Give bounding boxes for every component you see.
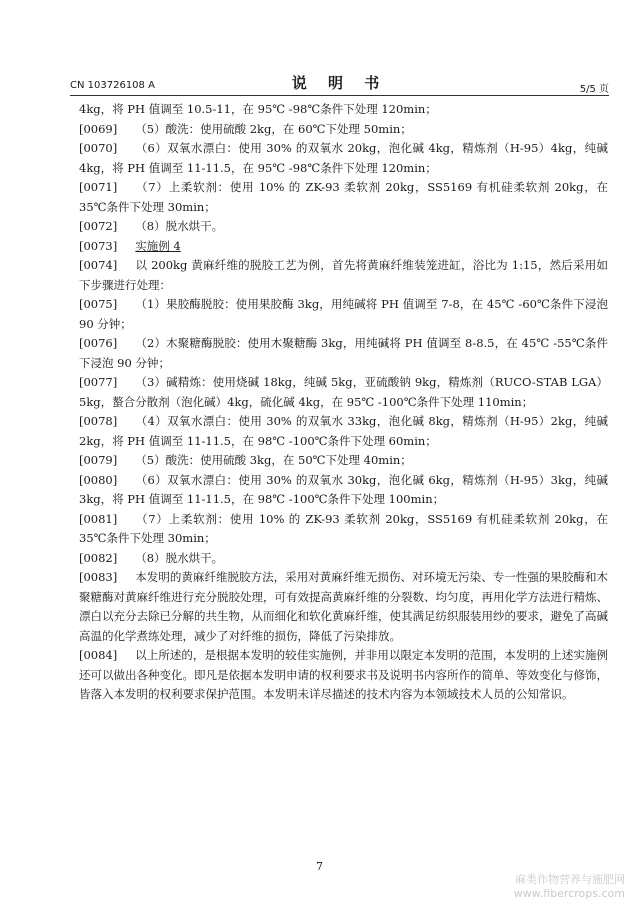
paragraph-number: [0083] — [79, 570, 118, 584]
paragraph-text: （6）双氧水漂白：使用 30% 的双氧水 20kg，泡化碱 4kg，精炼剂（H-95）4kg，纯碱 4kg，将 PH 值调至 11-11.5，在 95℃ -98℃条件下处理 120min； — [79, 141, 608, 175]
paragraph-text: （5）酸洗：使用硫酸 2kg，在 60℃下处理 50min； — [135, 121, 412, 136]
paragraph-text: （6）双氧水漂白：使用 30% 的双氧水 30kg，泡化碱 6kg，精炼剂（H-95）3kg，纯碱 3kg，将 PH 值调至 11-11.5，在 98℃ -100℃条件下处理 100min； — [79, 472, 608, 506]
paragraph-number: [0079] — [79, 453, 118, 467]
paragraph — [79, 120, 608, 140]
paragraph-number: [0084] — [79, 648, 118, 662]
paragraph — [79, 334, 608, 373]
paragraph — [79, 451, 608, 471]
paragraph-text: （2）木聚糖酶脱胶：使用木聚糖酶 3kg，用纯碱将 PH 值调至 8-8.5，在 45℃ -55℃条件下浸泡 90 分钟； — [79, 336, 608, 370]
document-body — [79, 100, 608, 705]
paragraph — [79, 256, 608, 295]
paragraph-text: （5）酸洗：使用硫酸 3kg，在 50℃下处理 40min； — [135, 453, 412, 467]
paragraph-text: 以 200kg 黄麻纤维的脱胶工艺为例，首先将黄麻纤维装笼进缸，浴比为 1:15，然后采用如下步骤进行处理： — [79, 258, 608, 292]
paragraph-number: [0070] — [79, 141, 118, 155]
paragraph-text: （7）上柔软剂：使用 10% 的 ZK-93 柔软剂 20kg，SS5169 有机硅柔软剂 20kg，在 35℃条件下处理 30min； — [79, 511, 608, 545]
paragraph-text: （7）上柔软剂：使用 10% 的 ZK-93 柔软剂 20kg，SS5169 有机硅柔软剂 20kg，在 35℃条件下处理 30min； — [79, 180, 608, 214]
paragraph — [79, 217, 608, 237]
paragraph-text: （1）果胶酶脱胶：使用果胶酶 3kg，用纯碱将 PH 值调至 7-8，在 45℃ -60℃条件下浸泡 90 分钟； — [79, 297, 608, 331]
paragraph — [79, 646, 608, 705]
doc-number: CN 103726108 A — [70, 80, 155, 91]
paragraph — [79, 295, 608, 334]
paragraph-number: [0075] — [79, 297, 118, 311]
paragraph-number: [0082] — [79, 550, 118, 565]
paragraph — [79, 139, 608, 178]
paragraph-text: （8）脱水烘干。 — [135, 550, 224, 565]
paragraph-number: [0069] — [79, 121, 118, 136]
paragraph — [79, 568, 608, 646]
page-number: 7 — [316, 860, 323, 873]
paragraph-text: 4kg，将 PH 值调至 10.5-11，在 95℃ -98℃条件下处理 120min； — [79, 102, 437, 116]
paragraph — [79, 178, 608, 217]
paragraph-number: [0071] — [79, 180, 118, 194]
paragraph-number: [0072] — [79, 219, 118, 233]
paragraph — [79, 373, 608, 412]
paragraph-number: [0073] — [79, 238, 118, 253]
paragraph-number: [0076] — [79, 336, 118, 350]
paragraph-text: （3）碱精炼：使用烧碱 18kg，纯碱 5kg，亚硫酸钠 9kg，精炼剂（RUCO-STAB LGA）5kg，螯合分散剂（泡化碱）4kg，硫化碱 4kg，在 95℃ -100℃条件下处理 110min； — [79, 375, 608, 409]
header-divider — [70, 95, 609, 96]
paragraph — [79, 471, 608, 510]
paragraph-text: （8）脱水烘干。 — [135, 219, 224, 233]
paragraph-number: [0080] — [79, 472, 118, 487]
paragraph-number: [0077] — [79, 375, 118, 389]
paragraph-number: [0074] — [79, 258, 118, 272]
paragraph-text: 本发明的黄麻纤维脱胶方法，采用对黄麻纤维无损伤、对环境无污染、专一性强的果胶酶和木聚糖酶对黄麻纤维进行充分脱胶处理，可有效提高黄麻纤维的分裂数、均匀度，再用化学方法进行精炼、漂白以充分去除已分解的共生物，从而细化和软化黄麻纤维，使其满足纺织服装用纱的要求，避免了高碱高温的化学煮练处理，减少了对纤维的损伤，降低了污染排放。 — [79, 570, 608, 643]
paragraph-number: [0081] — [79, 511, 118, 526]
paragraph-text: （4）双氧水漂白：使用 30% 的双氧水 33kg，泡化碱 8kg，精炼剂（H-95）2kg，纯碱 2kg，将 PH 值调至 11-11.5，在 98℃ -100℃条件下处理 60min； — [79, 414, 608, 448]
paragraph-text: 以上所述的，是根据本发明的较佳实施例，并非用以限定本发明的范围，本发明的上述实施例还可以做出各种变化。即凡是依据本发明申请的权利要求书及说明书内容所作的简单、等效变化与修饰，皆落入本发明的权利要求保护范围。本发明未详尽描述的技术内容为本领域技术人员的公知常识。 — [79, 648, 608, 701]
paragraph — [79, 237, 608, 257]
page-indicator: 5/5 页 — [579, 84, 609, 95]
page-title: 说 明 书 — [291, 74, 388, 92]
watermark — [514, 873, 625, 901]
paragraph — [79, 510, 608, 549]
document-header — [70, 72, 609, 94]
watermark-url: www.fibercrops.com — [513, 887, 625, 900]
paragraph — [79, 100, 608, 120]
watermark-site-name: 麻类作物营养与施肥网 — [515, 873, 625, 886]
paragraph — [79, 412, 608, 451]
paragraph — [79, 549, 608, 569]
paragraph-number: [0078] — [79, 414, 118, 428]
paragraph-text: 实施例 4 — [135, 238, 181, 253]
